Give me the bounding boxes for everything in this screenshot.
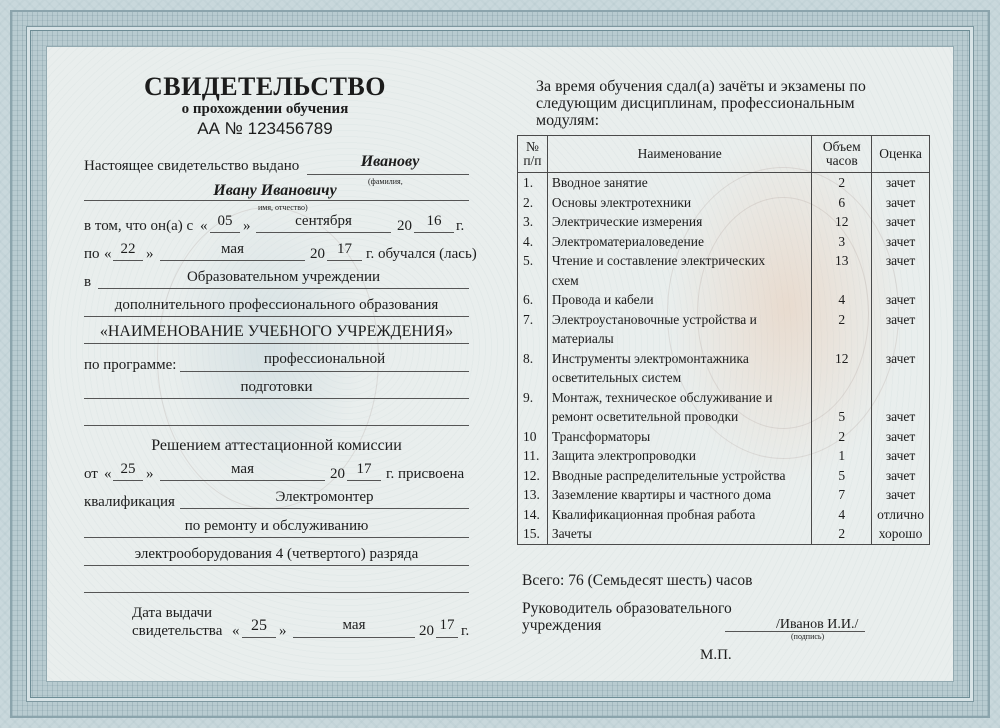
row-number: 4. [523,233,534,249]
row-grade: зачет [885,467,916,483]
row-name: Электрические измерения [551,214,703,229]
commission-year: 17 [356,461,372,477]
name-value: Ивану Ивановичу [213,182,337,199]
row-number: 14. [523,506,540,522]
quote-open: « [104,466,112,482]
row-name: Квалификационная пробная работа [551,506,756,522]
qualification-line2-line [84,537,469,538]
row-name: Монтаж, техническое обслуживание и [551,389,773,405]
institution-line3: «НАИМЕНОВАНИЕ УЧЕБНОГО УЧРЕЖДЕНИЯ» [99,323,454,340]
row-grade: зачет [885,487,916,502]
quote-close: » [146,466,154,482]
issue-day: 25 [251,617,267,634]
row-grade [872,368,929,388]
row-number: 10 [523,428,537,444]
surname-caption: (фамилия, [368,177,403,186]
head-label-line2: учреждения [522,617,602,634]
row-grade: зачет [885,350,916,366]
since-label: в том, что он(а) с [84,218,194,234]
commission-day-line [113,480,143,481]
row-number [518,407,547,427]
start-day-line [210,232,240,233]
row-hours: 5 [838,409,846,424]
end-month-line [160,260,305,261]
head-label-line1: Руководитель образовательного [522,600,732,617]
row-hours: 7 [838,487,846,502]
start-year-line [414,232,454,233]
row-number: 15. [523,526,540,541]
commission-day: 25 [120,461,136,477]
header-number-line1: № [525,139,539,154]
qualification-line3-line [84,565,469,566]
row-number: 8. [523,350,534,366]
row-hours: 2 [838,311,846,327]
row-name: Электроустановочные устройства и [551,311,757,327]
row-grade [872,388,929,408]
awarded-label: г. присвоена [386,466,465,482]
program-line2-line [84,398,469,399]
end-year-line [327,260,362,261]
row-hours: 13 [835,253,849,268]
row-number [518,329,547,349]
program-line1-line [180,371,469,372]
surname-line [307,174,469,175]
row-number: 7. [523,311,534,327]
row-grade: зачет [885,175,916,190]
header-grade: Оценка [872,136,930,173]
institution-line1: Образовательном учреждении [186,269,381,285]
row-number: 3. [523,214,534,229]
issue-year-line [436,637,458,638]
row-hours: 12 [835,214,849,229]
qualification-line4-line [84,592,469,593]
row-number: 13. [523,487,540,502]
quote-close: » [279,623,287,639]
institution-line3-line [84,343,469,344]
studied-label: г. обучался (лась) [366,246,477,262]
row-name: Инструменты электромонтажника [551,350,749,366]
row-grade: зачет [885,409,916,424]
year-prefix: 20 [330,466,345,482]
program-line1: профессиональной [263,351,386,367]
row-grade: зачет [885,214,916,229]
end-day-line [113,260,143,261]
row-hours [812,388,871,408]
total-hours: Всего: 76 (Семьдесят шесть) часов [522,572,753,589]
row-hours: 4 [838,292,846,307]
row-hours [812,329,871,349]
until-label: по [84,246,100,262]
row-grade: зачет [885,233,916,249]
qualification-line3: электрооборудования 4 (четвертого) разряда [134,546,419,562]
row-grade: зачет [885,428,916,444]
quote-open: « [104,246,112,262]
year-suffix: г. [456,218,465,234]
surname-value: Иванову [360,153,420,170]
row-name: Основы электротехники [551,194,692,210]
program-line2: подготовки [240,379,313,395]
institution-line1-line [98,288,469,289]
row-number: 9. [523,389,534,405]
qualification-label: квалификация [84,494,175,510]
qualification-line1: Электромонтер [275,489,374,505]
row-number: 6. [523,292,534,307]
hours-column [812,173,872,545]
row-hours: 2 [838,175,846,190]
row-grade: хорошо [878,526,923,541]
row-hours: 2 [838,428,846,444]
row-name: ремонт осветительной проводки [551,409,739,424]
header-number-line2: п/п [523,153,542,168]
intro-line: модулям: [536,112,600,129]
from-label: от [84,466,98,482]
year-suffix: г. [461,623,470,639]
name-column [547,173,812,545]
end-year: 17 [337,241,352,257]
row-number [518,271,547,291]
commission-month: мая [231,461,254,477]
table-header-row [518,136,930,173]
grade-column [872,173,930,545]
row-hours: 5 [838,467,846,483]
row-grade: зачет [885,292,916,307]
start-year: 16 [426,213,442,229]
quote-open: « [200,218,208,234]
issue-date-label2: свидетельства [132,623,223,639]
row-grade [872,329,929,349]
header-hours-line1: Объем [822,139,861,154]
name-line [84,200,469,201]
row-hours: 1 [838,448,846,463]
institution-line2: дополнительного профессионального образования [114,297,439,313]
issue-month: мая [342,617,366,633]
header-number [518,136,548,173]
number-column [518,173,548,545]
row-number: 1. [523,175,534,190]
intro-line: следующим дисциплинам, профессиональным [536,95,855,112]
year-prefix: 20 [310,246,325,262]
in-label: в [84,274,92,290]
row-name: Зачеты [551,526,592,541]
row-number: 12. [523,467,540,483]
row-name: Заземление квартиры и частного дома [551,487,772,502]
row-name: схем [551,272,579,288]
start-day: 05 [217,213,233,229]
row-number: 5. [523,253,534,268]
start-month: сентября [295,213,352,229]
qualification-line2: по ремонту и обслуживанию [184,518,369,534]
quote-open: « [232,623,240,639]
row-name: Провода и кабели [551,292,654,307]
disciplines-table [517,135,930,545]
row-grade: зачет [885,253,916,268]
row-number: 11. [523,448,540,463]
header-hours [812,136,872,173]
issue-year: 17 [439,617,455,633]
row-name: Защита электропроводки [551,448,696,463]
row-grade [872,271,929,291]
year-prefix: 20 [397,218,412,234]
row-name: Вводные распределительные устройства [551,467,786,483]
row-name: осветительных систем [551,370,682,385]
start-month-line [256,232,391,233]
qualification-line1-line [180,508,469,509]
row-name: Трансформаторы [551,428,651,444]
signature-caption: (подпись) [791,632,825,641]
row-hours: 12 [835,350,849,366]
row-grade: зачет [885,448,916,463]
issued-to-label: Настоящее свидетельство выдано [84,158,300,174]
program-label: по программе: [84,357,177,373]
commission-year-line [347,480,381,481]
row-hours: 6 [838,194,846,210]
end-month: мая [221,241,244,257]
institution-line2-line [84,316,469,317]
end-day: 22 [120,241,136,257]
row-hours: 4 [838,506,846,522]
name-caption: имя, отчество) [258,203,308,212]
stamp-label: М.П. [700,647,732,663]
signature-name: /Иванов И.И./ [776,617,859,632]
certificate-number: АА № 123456789 [197,119,333,138]
commission-month-line [160,480,325,481]
quote-close: » [146,246,154,262]
certificate-subtitle: о прохождении обучения [181,101,349,117]
row-hours [812,368,871,388]
certificate-title: СВИДЕТЕЛЬСТВО [143,72,386,101]
commission-label: Решением аттестационной комиссии [151,437,402,454]
header-name: Наименование [547,136,812,173]
table-body-row [518,173,930,545]
issue-month-line [293,637,415,638]
quote-close: » [243,218,251,234]
row-name: Чтение и составление электрических [551,253,766,268]
issue-date-label1: Дата выдачи [132,605,213,621]
row-number [518,368,547,388]
row-grade: зачет [885,311,916,327]
row-grade: зачет [885,194,916,210]
row-name: Вводное занятие [551,175,648,190]
row-hours [812,271,871,291]
header-hours-line2: часов [825,153,858,168]
issue-day-line [242,637,276,638]
year-prefix: 20 [419,623,434,639]
intro-line: За время обучения сдал(а) зачёты и экзамены по [536,78,866,95]
row-number: 2. [523,194,534,210]
row-grade: отлично [877,506,924,522]
row-hours: 3 [838,233,846,249]
row-hours: 2 [838,526,846,541]
program-line3-line [84,425,469,426]
row-name: Электроматериаловедение [551,233,704,249]
row-name: материалы [551,331,614,346]
